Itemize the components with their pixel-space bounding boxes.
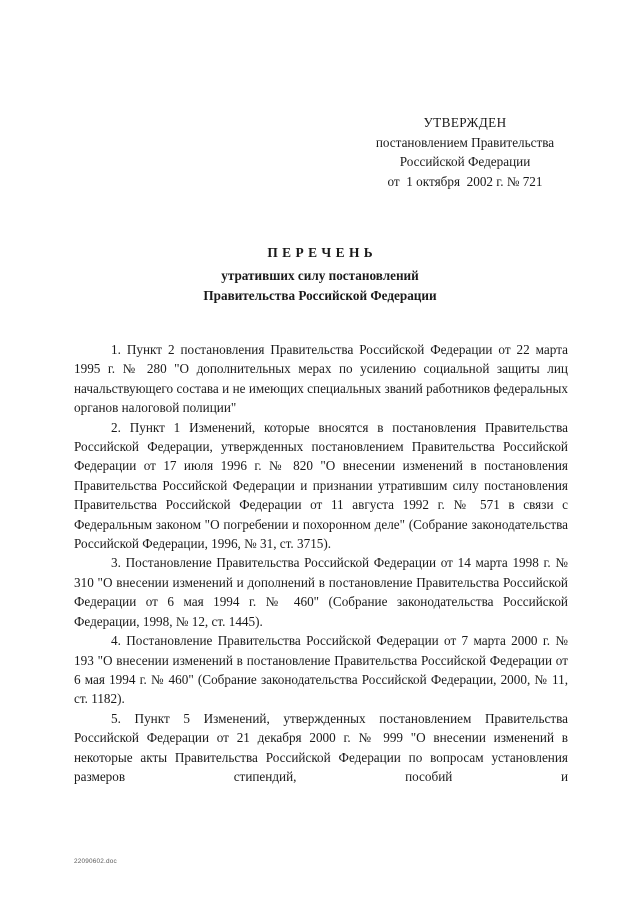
- approval-title: УТВЕРЖДЕН: [423, 115, 507, 130]
- paragraph-2: 2. Пункт 1 Изменений, которые вносятся в постановления Правительства Российской Федерации, утвержденных постановлением Правительства Российской Федерации от 17 июля 1996 г. № 820 "О внесении изменений в постановления Правительства Российской Федерации и признании утратившим силу постановления Правительства Российской Федерации от 11 августа 1992 г. № 571 в связи с Федеральным законом "О погребении и похоронном деле" (Собрание законодательства Российской Федерации, 1996, № 31, ст. 3715).: [74, 419, 568, 552]
- approval-line-2: постановлением Правительства: [375, 134, 555, 150]
- document-title: ПЕРЕЧЕНЬ: [267, 245, 378, 260]
- approval-line-4: от 1 октября 2002 г. № 721: [387, 173, 543, 189]
- document-subtitle-line-2: Правительства Российской Федерации: [203, 287, 437, 303]
- document-subtitle: [0, 266, 640, 305]
- approval-block: [340, 113, 590, 191]
- paragraph-4: 4. Постановление Правительства Российской Федерации от 7 марта 2000 г. № 193 "О внесении изменений в постановление Правительства Российской Федерации от 6 мая 1994 г. № 460" (Собрание законодательства Российской Федерации, 2000, № 11, ст. 1182).: [74, 633, 568, 707]
- paragraph-3: 3. Постановление Правительства Российской Федерации от 14 марта 1998 г. № 310 "О внесении изменений и дополнений в постановление Правительства Российской Федерации от 6 мая 1994 г. № 460" (Собрание законодательства Российской Федерации, 1998, № 12, ст. 1445).: [74, 555, 568, 629]
- approval-line-3: Российской Федерации: [399, 154, 531, 169]
- paragraph-1: 1. Пункт 2 постановления Правительства Российской Федерации от 22 марта 1995 г. № 280 "О дополнительных мерах по усилению социальной защиты лиц начальствующего состава и не имеющих специальных званий работников федеральных органов налоговой полиции": [74, 342, 568, 416]
- document-body: [74, 340, 568, 786]
- document-subtitle-line-1: утративших силу постановлений: [221, 268, 419, 283]
- footer-file-code: 22090602.doc: [74, 858, 117, 865]
- paragraph-5: 5. Пункт 5 Изменений, утвержденных постановлением Правительства Российской Федерации от 21 декабря 2000 г. № 999 "О внесении изменений в некоторые акты Правительства Российской Федерации по вопросам установления размеров стипендий, пособий и: [74, 710, 568, 784]
